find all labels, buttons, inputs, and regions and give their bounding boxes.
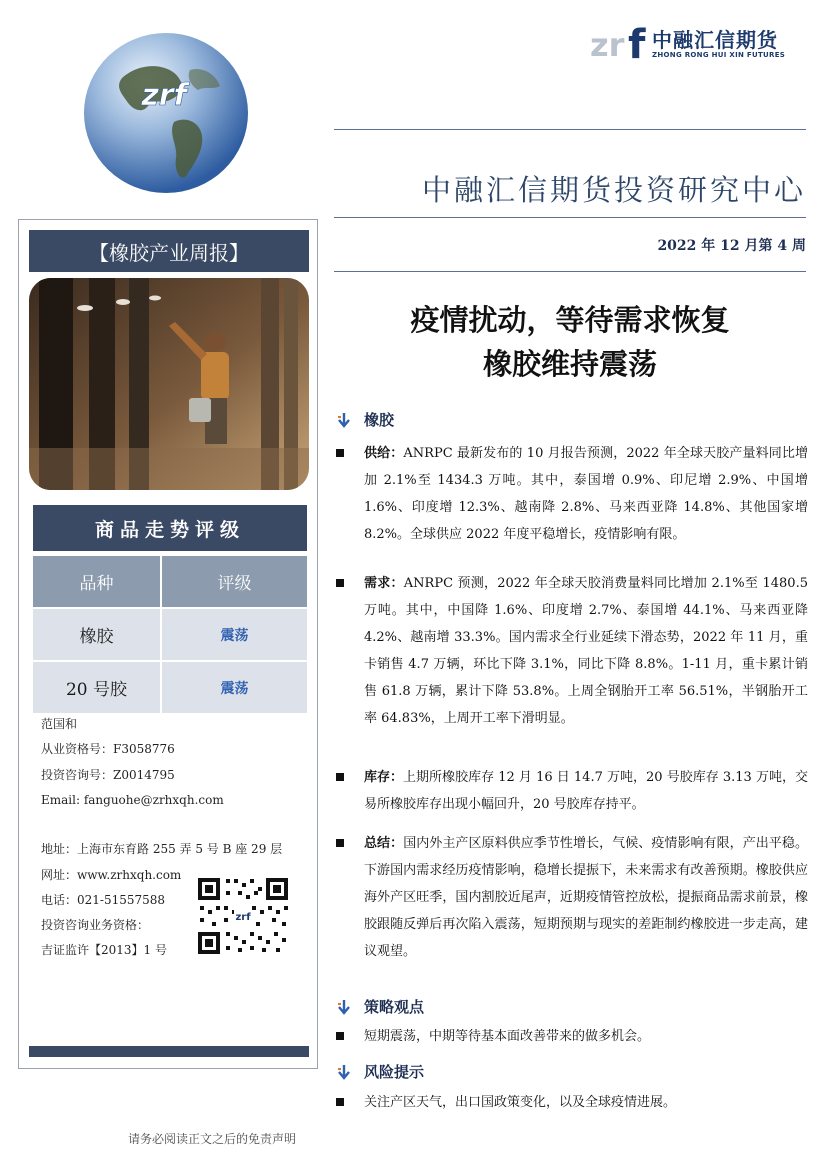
- section-arrow-icon: [336, 999, 352, 1015]
- bullet-text: 国内外主产区原料供应季节性增长，气候、疫情影响有限，产出平稳。下游国内需求经历疫情影响，稳增长提振下，未来需求有改善预期。橡胶供应海外产区旺季，国内割胶近尾声，近期疫情管控放松，提振商品需求前景，橡胶跟随反弹后再次陷入震荡，短期预期与现实的差距制约橡胶进一步走高，建议观望。: [364, 836, 808, 959]
- company-name-cn: 中融汇信期货: [652, 28, 778, 52]
- report-type-banner: 【橡胶产业周报】: [29, 230, 309, 272]
- rating-cell: 震荡: [162, 609, 307, 660]
- rating-table-header: [33, 556, 307, 607]
- analyst-advisory-number: 投资咨询号：Z0014795: [41, 768, 175, 782]
- rating-cell: 震荡: [162, 662, 307, 713]
- rating-table: [33, 556, 307, 715]
- sidebar-bottom-bar: [29, 1046, 309, 1057]
- header-rule-bottom: [334, 271, 806, 272]
- zrf-logo-mark: [590, 18, 650, 66]
- header-rule-middle: [334, 217, 806, 218]
- commodity-cell: 橡胶: [33, 609, 160, 660]
- company-name-en: ZHONG RONG HUI XIN FUTURES: [652, 51, 786, 59]
- bullet-inventory: [336, 764, 808, 818]
- commodity-cell: 20 号胶: [33, 662, 160, 713]
- header-rule-top: [334, 129, 806, 130]
- bullet-risk: [336, 1089, 808, 1116]
- company-website[interactable]: 网址：www.zrhxqh.com: [41, 868, 182, 882]
- bullet-text: 上期所橡胶库存 12 月 16 日 14.7 万吨，20 号胶库存 3.13 万吨，交易所橡胶库存出现小幅回升，20 号胶库存持平。: [364, 770, 808, 812]
- bullet-square-icon: [336, 1032, 344, 1040]
- bullet-square-icon: [336, 1098, 344, 1106]
- analyst-name: 范国和: [41, 717, 78, 731]
- table-row: [33, 662, 307, 713]
- bullet-square-icon: [336, 839, 344, 847]
- section-title-strategy: [336, 996, 424, 1017]
- table-row: [33, 609, 307, 660]
- rating-title: 商品走势评级: [33, 505, 307, 551]
- report-week: 2022 年 12 月第 4 周: [657, 238, 806, 254]
- company-logo: [590, 18, 790, 66]
- section-arrow-icon: [336, 1064, 352, 1080]
- bullet-label: 供给：: [364, 446, 404, 461]
- bullet-supply: [336, 440, 808, 548]
- bullet-label: 库存：: [364, 770, 404, 785]
- section-arrow-icon: [336, 412, 352, 428]
- header-commodity: 品种: [33, 556, 160, 607]
- qualification-label: 投资咨询业务资格：: [41, 918, 150, 932]
- bullet-square-icon: [336, 579, 344, 587]
- section-label: 风险提示: [364, 1063, 425, 1081]
- globe-logo-image: [82, 30, 250, 195]
- bullet-square-icon: [336, 773, 344, 781]
- company-phone: 电话：021-51557588: [41, 893, 166, 907]
- bullet-text: 关注产区天气，出口国政策变化，以及全球疫情进展。: [364, 1095, 677, 1110]
- rubber-tapper-photo: [29, 278, 309, 490]
- bullet-label: 总结：: [364, 836, 404, 851]
- qualification-number: 吉证监许【2013】1 号: [41, 943, 167, 957]
- bullet-square-icon: [336, 449, 344, 457]
- section-title-risk: [336, 1061, 424, 1082]
- analyst-email[interactable]: Email: fanguohe@zrhxqh.com: [41, 793, 224, 807]
- svg-text:f: f: [628, 22, 646, 66]
- bullet-text: ANRPC 预测，2022 年全球天胶消费量料同比增加 2.1%至 1480.5 万吨。其中，中国降 1.6%、印度增 2.7%、泰国增 44.1%、马来西亚降 4.2%、越南增 33.3%。国内需求全行业延续下滑态势，2022 年 11 月，重卡销售 4.7 万辆，环比下降 3.1%，同比下降 8.8%。1-11 月，重卡累计销售 61.8 万辆，累计下降 53.8%。上周全钢胎开工率 56.51%，半钢胎开工率 64.83%，上周开工率下滑明显。: [364, 576, 808, 726]
- svg-text:zrf: zrf: [235, 912, 251, 923]
- bullet-text: ANRPC 最新发布的 10 月报告预测，2022 年全球天胶产量料同比增加 2.1%至 1434.3 万吨。其中，泰国增 0.9%、印尼增 2.9%、中国增 1.6%、印度增 12.3%、越南降 2.8%、马来西亚降 14.8%、其他国家增 8.2%。全球供应 2022 年度平稳增长，疫情影响有限。: [364, 446, 808, 542]
- globe-zrf-mark: zrf: [141, 78, 187, 113]
- section-title-rubber: [336, 409, 394, 430]
- bullet-demand: [336, 570, 808, 732]
- research-center-title: 中融汇信期货投资研究中心: [421, 173, 806, 207]
- company-address: 地址：上海市东育路 255 弄 5 号 B 座 29 层: [41, 842, 283, 856]
- qr-code-image[interactable]: [196, 876, 290, 956]
- section-label: 橡胶: [364, 411, 395, 429]
- header-rating: 评级: [162, 556, 307, 607]
- disclaimer-footer: 请务必阅读正文之后的免责声明: [128, 1132, 297, 1146]
- headline-line-2: 橡胶维持震荡: [482, 347, 657, 381]
- svg-text:zr: zr: [590, 26, 625, 64]
- headline-line-1: 疫情扰动，等待需求恢复: [410, 303, 730, 337]
- bullet-strategy: [336, 1023, 808, 1050]
- bullet-summary: [336, 830, 808, 965]
- section-label: 策略观点: [364, 998, 425, 1016]
- analyst-license: 从业资格号：F3058776: [41, 742, 175, 756]
- bullet-label: 需求：: [364, 576, 404, 591]
- bullet-text: 短期震荡，中期等待基本面改善带来的做多机会。: [364, 1029, 651, 1044]
